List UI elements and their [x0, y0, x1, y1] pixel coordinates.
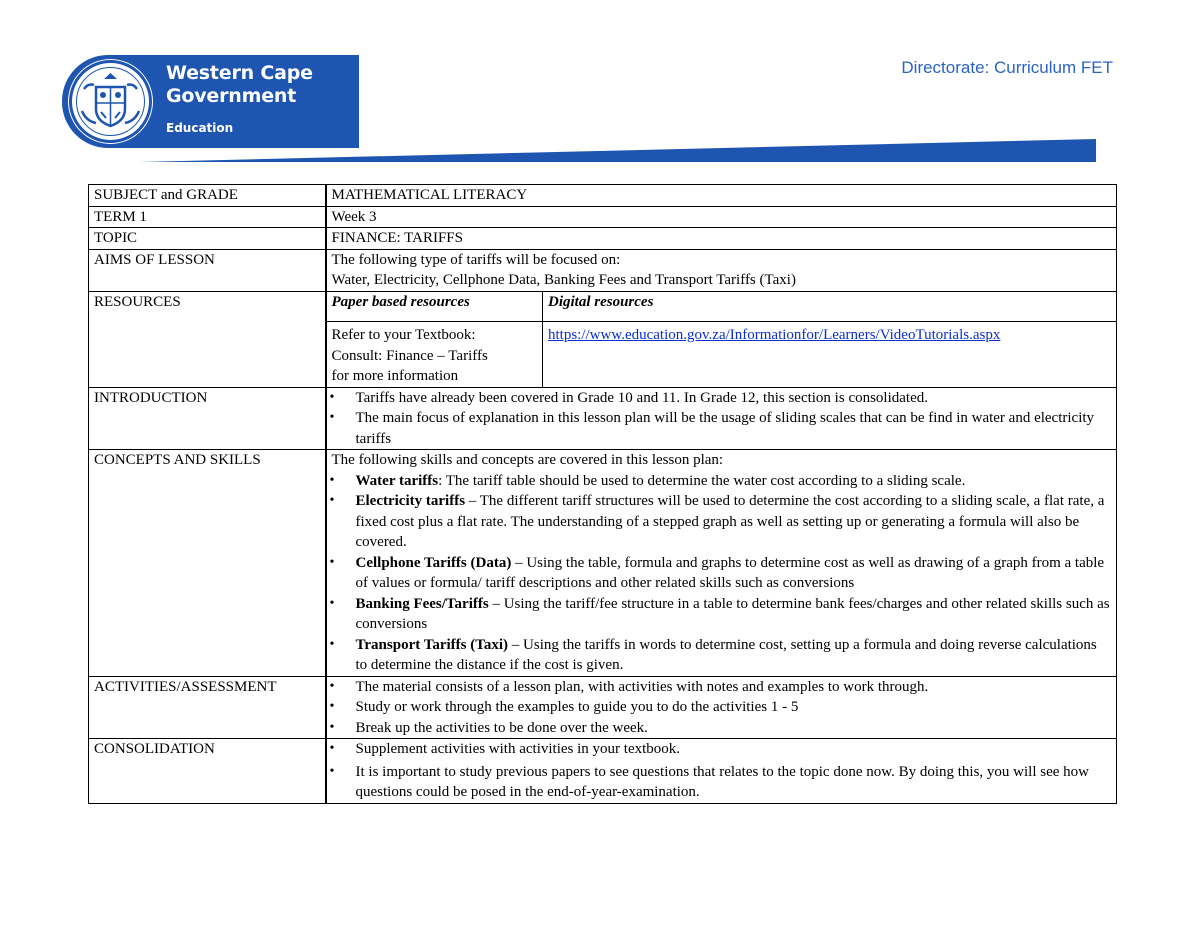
row-resources — [89, 291, 1117, 387]
logo-subtitle: Education — [166, 121, 234, 135]
topic-value: FINANCE: TARIFFS — [326, 228, 1117, 250]
directorate-label: Directorate: Curriculum FET — [901, 58, 1113, 77]
coat-of-arms-icon — [68, 59, 153, 144]
digital-resources-heading: Digital resources — [548, 293, 654, 310]
concept-term: Cellphone Tariffs (Data) — [355, 554, 512, 571]
activities-bullet: • Break up the activities to be done over the week. — [356, 718, 1112, 739]
concept-item — [356, 594, 1112, 635]
consolidation-bullet: • It is important to study previous papers to see questions that relates to the topic done now. By doing this, you will see how questions could be posed in the end-of-year-examination. — [356, 762, 1112, 803]
paper-resources-heading: Paper based resources — [331, 293, 470, 310]
introduction-label: INTRODUCTION — [89, 387, 326, 450]
row-term — [89, 206, 1117, 228]
row-subject — [89, 185, 1117, 207]
term-value: Week 3 — [326, 206, 1117, 228]
logo-title — [166, 62, 313, 108]
row-consolidation — [89, 739, 1117, 804]
consolidation-value — [326, 739, 1117, 804]
video-tutorials-link[interactable]: https://www.education.gov.za/Informationfor/Learners/VideoTutorials.aspx — [548, 327, 1001, 343]
concept-text: : The tariff table should be used to determine the water cost according to a sliding scale. — [438, 472, 966, 489]
subject-label: SUBJECT and GRADE — [89, 185, 326, 207]
concept-item — [356, 491, 1112, 553]
concept-text: – Using the tariff/fee structure in a table to determine bank fees/charges and other related skills such as conversions — [355, 595, 1110, 632]
introduction-bullet: • The main focus of explanation in this lesson plan will be the usage of sliding scales that can be find in water and electricity tariffs — [356, 408, 1112, 449]
concept-text: – The different tariff structures will be used to determine the cost according to a sliding scale, a flat rate, a fixed cost plus a flat rate. The understanding of a stepped graph as well as setting up or generating a formula will also be covered. — [355, 493, 1105, 550]
resources-subtable — [327, 292, 1117, 387]
paper-resource-line-2: Consult: Finance – Tariffs — [331, 347, 488, 364]
resources-label: RESOURCES — [89, 291, 326, 387]
lesson-plan-table — [88, 184, 1117, 804]
concept-item — [356, 471, 1112, 492]
concept-item — [356, 553, 1112, 594]
concepts-label: CONCEPTS AND SKILLS — [89, 450, 326, 677]
aims-line-2: Water, Electricity, Cellphone Data, Banking Fees and Transport Tariffs (Taxi) — [331, 272, 796, 288]
concept-term: Banking Fees/Tariffs — [355, 595, 489, 612]
introduction-bullet: • Tariffs have already been covered in Grade 10 and 11. In Grade 12, this section is consolidated. — [356, 388, 1112, 409]
concept-text: – Using the table, formula and graphs to determine cost as well as drawing of a graph from a table of values or formula/ tariff descriptions and other related skills such as conversions — [355, 554, 1105, 591]
logo-line-2: Government — [166, 85, 297, 107]
concept-item — [356, 635, 1112, 676]
row-concepts — [89, 450, 1117, 677]
consolidation-label: CONSOLIDATION — [89, 739, 326, 804]
term-label: TERM 1 — [89, 206, 326, 228]
resources-value — [326, 291, 1117, 387]
paper-resource-line-1: Refer to your Textbook: — [331, 327, 476, 343]
concept-term: Transport Tariffs (Taxi) — [355, 636, 509, 653]
introduction-value — [326, 387, 1117, 450]
subject-value: MATHEMATICAL LITERACY — [326, 185, 1117, 207]
concepts-intro: The following skills and concepts are covered in this lesson plan: — [331, 452, 724, 468]
consolidation-bullet: • Supplement activities with activities in your textbook. — [356, 739, 1112, 760]
aims-label: AIMS OF LESSON — [89, 249, 326, 291]
row-topic — [89, 228, 1117, 250]
logo-line-1: Western Cape — [166, 62, 313, 84]
concept-term: Electricity tariffs — [355, 493, 466, 509]
aims-value — [326, 249, 1117, 291]
concepts-value — [326, 450, 1117, 677]
topic-label: TOPIC — [89, 228, 326, 250]
row-activities — [89, 676, 1117, 739]
paper-resource-line-3: for more information — [331, 368, 459, 384]
row-introduction — [89, 387, 1117, 450]
activities-label: ACTIVITIES/ASSESSMENT — [89, 676, 326, 739]
activities-bullet: • The material consists of a lesson plan, with activities with notes and examples to work through. — [356, 677, 1112, 698]
row-aims — [89, 249, 1117, 291]
aims-line-1: The following type of tariffs will be focused on: — [331, 251, 621, 268]
activities-value — [326, 676, 1117, 739]
activities-bullet: • Study or work through the examples to guide you to do the activities 1 - 5 — [356, 697, 1112, 718]
header-swoosh — [140, 135, 1100, 162]
concept-term: Water tariffs — [355, 472, 439, 489]
concept-text: – Using the tariffs in words to determine cost, setting up a formula and doing reverse calculations to determine the distance if the cost is given. — [355, 636, 1097, 673]
